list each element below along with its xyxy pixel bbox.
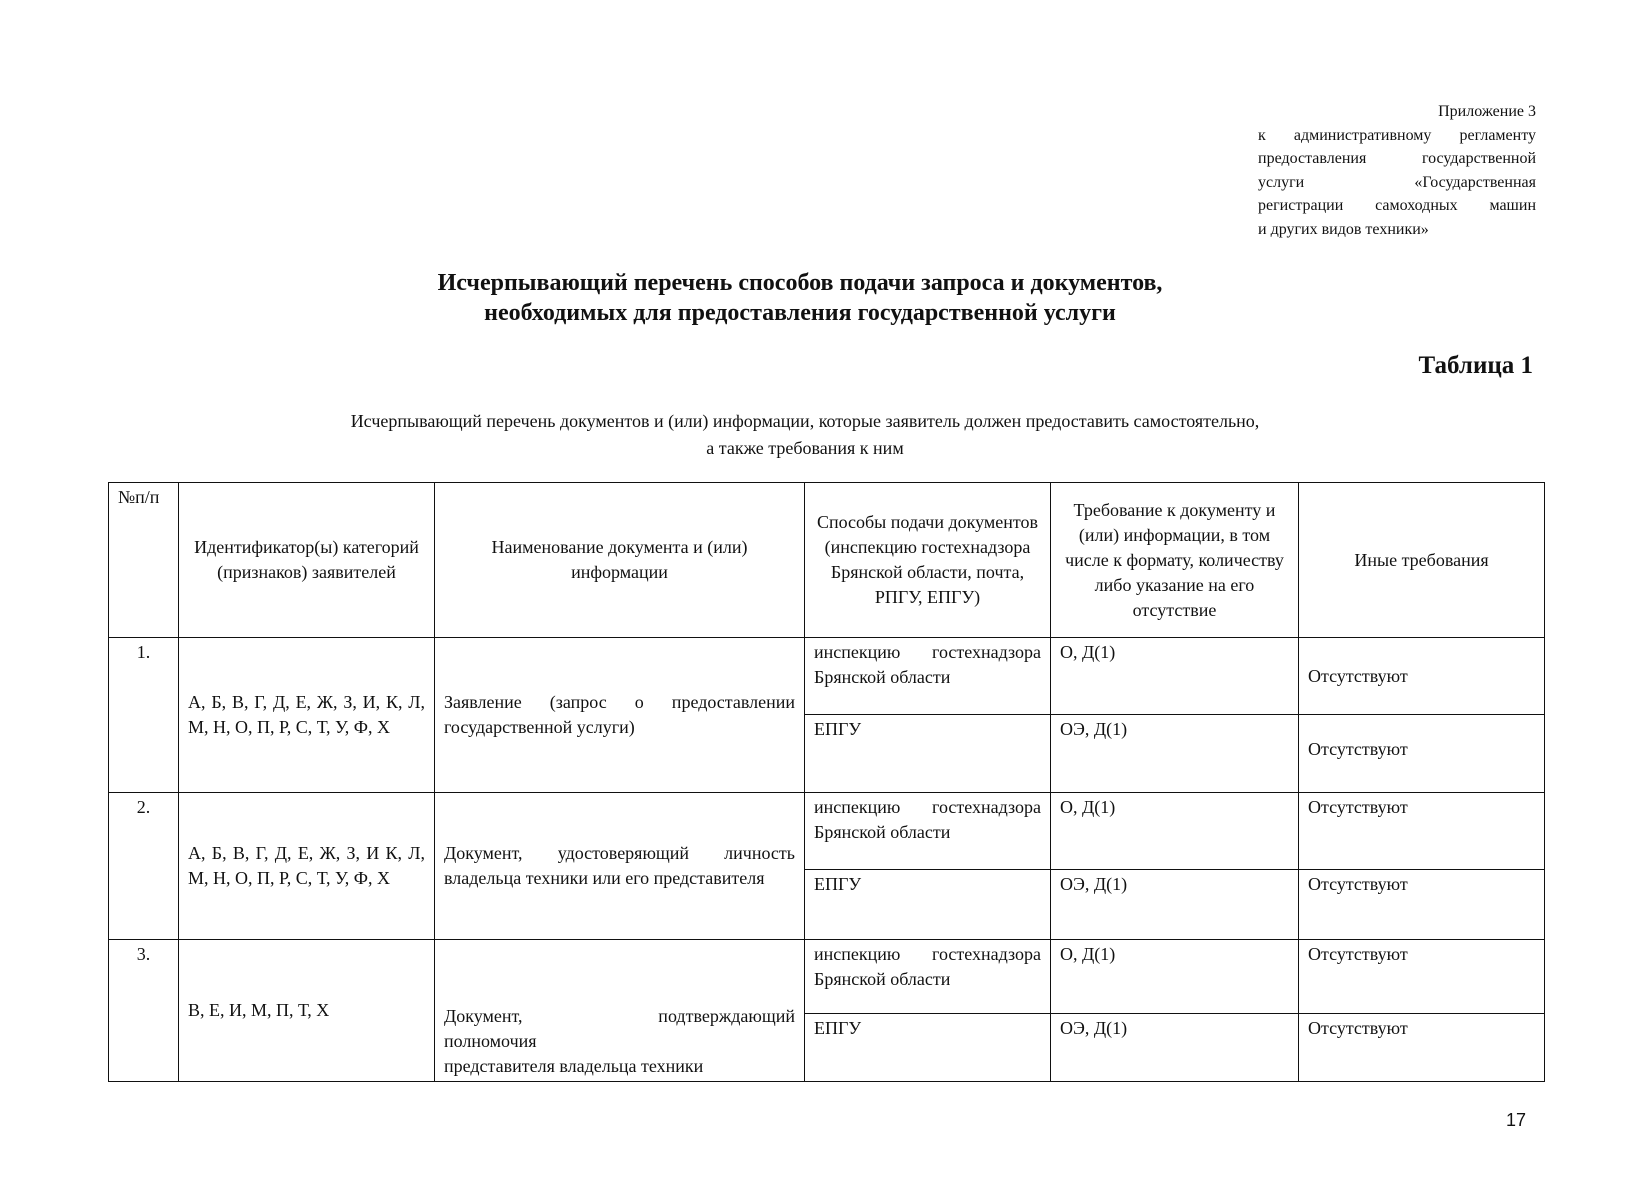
table-label: Таблица 1: [1418, 352, 1533, 379]
appendix-line-2: к административному регламенту: [1258, 126, 1536, 144]
table-row: [109, 638, 1545, 715]
row-method: ЕПГУ: [805, 715, 1051, 793]
row-requirement: О, Д(1): [1051, 793, 1299, 870]
appendix-line-1: Приложение 3: [1438, 103, 1536, 120]
header-identifiers: Идентификатор(ы) категорий (признаков) заявителей: [179, 483, 435, 638]
header-document-name: Наименование документа и (или) информации: [435, 483, 805, 638]
row-identifiers: А, Б, В, Г, Д, Е, Ж, З, И К, Л, М, Н, О, П, Р, С, Т, У, Ф, Х: [179, 793, 435, 940]
header-requirements: Требование к документу и (или) информации, в том числе к формату, количеству либо указание на его отсутствие: [1051, 483, 1299, 638]
table-subtitle-line-2: а также требования к ним: [706, 438, 904, 458]
row-requirement: О, Д(1): [1051, 638, 1299, 715]
row-document-line-3: представителя владельца техники: [444, 1056, 704, 1076]
row-document: Заявление (запрос о предоставлении государственной услуги): [435, 638, 805, 793]
table-subtitle-line-1: Исчерпывающий перечень документов и (или) информации, которые заявитель должен предоставить самостоятельно,: [350, 411, 1260, 431]
row-method: инспекцию гостехнадзора Брянской области: [805, 940, 1051, 1014]
page-number: 17: [1506, 1110, 1527, 1130]
row-identifiers: В, Е, И, М, П, Т, Х: [179, 940, 435, 1082]
document-title-line-2: необходимых для предоставления государственной услуги: [484, 300, 1116, 326]
row-other: Отсутствуют: [1299, 1014, 1545, 1082]
row-document: [435, 940, 805, 1082]
row-number: 1.: [109, 638, 179, 793]
appendix-line-3: предоставления государственной: [1258, 150, 1536, 167]
row-document-line-2: полномочия: [444, 1031, 537, 1051]
appendix-line-4: услуги «Государственная: [1258, 173, 1536, 191]
row-other: Отсутствуют: [1299, 870, 1545, 940]
table-row: [109, 940, 1545, 1014]
row-number: 3.: [109, 940, 179, 1082]
documents-table: [108, 482, 1545, 1082]
row-requirement: ОЭ, Д(1): [1051, 715, 1299, 793]
row-other: Отсутствуют: [1299, 793, 1545, 870]
row-method: инспекцию гостехнадзора Брянской области: [805, 793, 1051, 870]
table-header-row: [109, 483, 1545, 638]
row-method: ЕПГУ: [805, 870, 1051, 940]
document-title-line-1: Исчерпывающий перечень способов подачи запроса и документов,: [437, 270, 1163, 296]
table-row: [109, 793, 1545, 870]
row-other: Отсутствуют: [1299, 940, 1545, 1014]
appendix-line-6: и других видов техники»: [1258, 220, 1429, 238]
appendix-line-5: регистрации самоходных машин: [1258, 197, 1536, 214]
row-method: инспекцию гостехнадзора Брянской области: [805, 638, 1051, 715]
row-requirement: О, Д(1): [1051, 940, 1299, 1014]
appendix-header: [1258, 100, 1536, 241]
row-other: Отсутствуют: [1299, 638, 1545, 715]
row-identifiers: А, Б, В, Г, Д, Е, Ж, З, И, К, Л, М, Н, О, П, Р, С, Т, У, Ф, Х: [179, 638, 435, 793]
header-other: Иные требования: [1299, 483, 1545, 638]
document-title: [300, 268, 1300, 328]
row-requirement: ОЭ, Д(1): [1051, 1014, 1299, 1082]
header-num: №п/п: [109, 483, 179, 638]
row-method: ЕПГУ: [805, 1014, 1051, 1082]
row-document: Документ, удостоверяющий личность владельца техники или его представителя: [435, 793, 805, 940]
row-document-line-1: Документ, подтверждающий: [444, 1006, 795, 1026]
header-methods: Способы подачи документов (инспекцию гостехнадзора Брянской области, почта, РПГУ, ЕПГУ): [805, 483, 1051, 638]
row-other: Отсутствуют: [1299, 715, 1545, 793]
row-requirement: ОЭ, Д(1): [1051, 870, 1299, 940]
row-number: 2.: [109, 793, 179, 940]
table-subtitle: [200, 408, 1410, 462]
